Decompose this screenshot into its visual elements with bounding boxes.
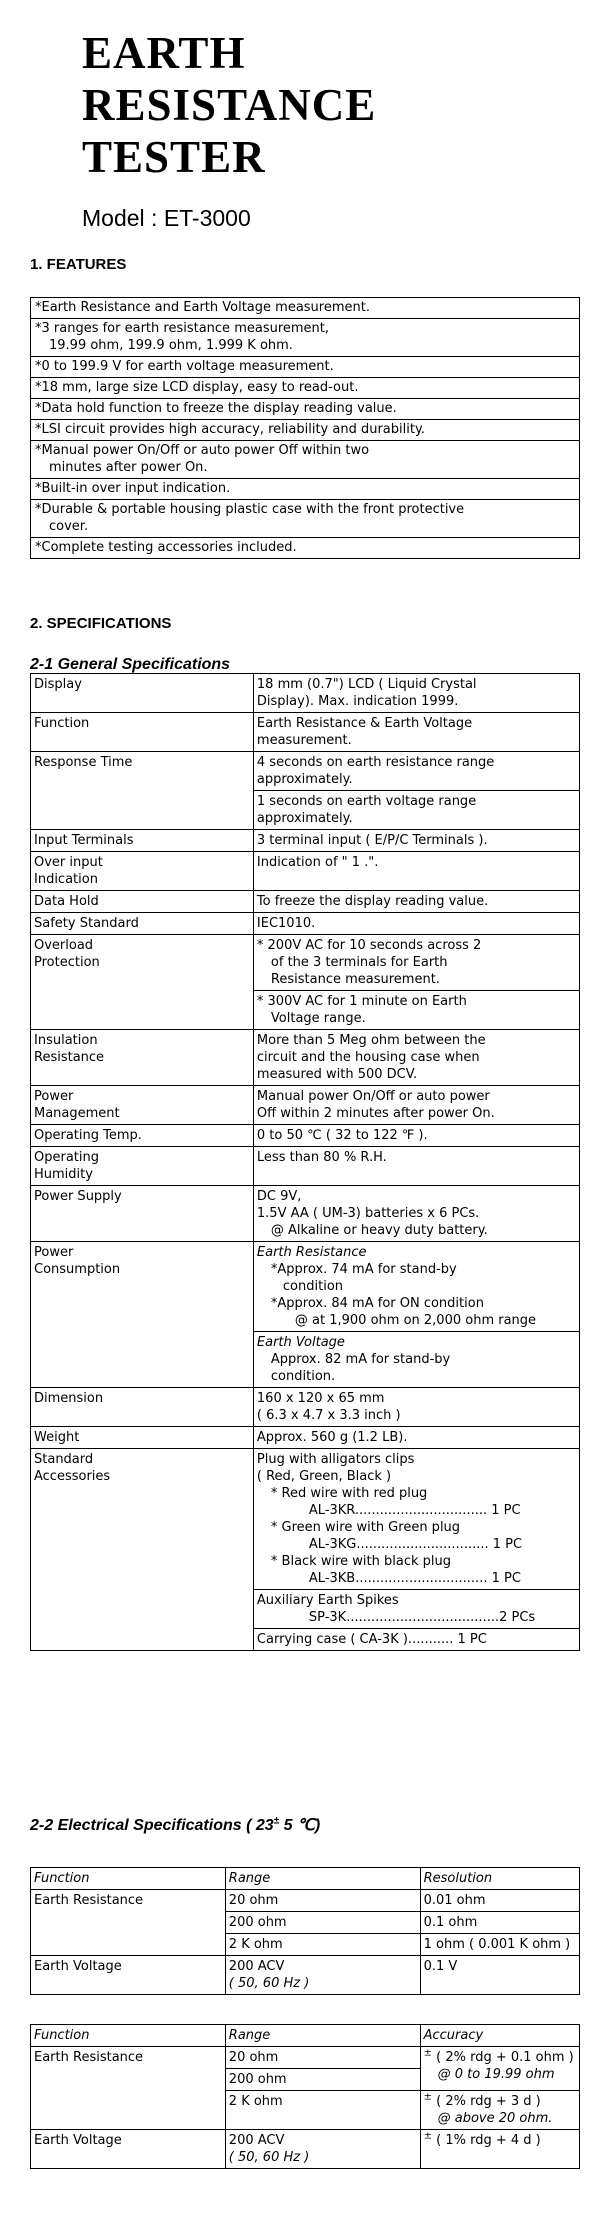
feature-item: *Earth Resistance and Earth Voltage measurement. [31, 298, 580, 319]
spec-row-accessories-3: Carrying case ( CA-3K )........... 1 PC [31, 1629, 580, 1651]
feature-item: *3 ranges for earth resistance measurement, 19.99 ohm, 199.9 ohm, 1.999 K ohm. [31, 319, 580, 357]
feature-item: *18 mm, large size LCD display, easy to read-out. [31, 378, 580, 399]
feature-item: *Durable & portable housing plastic case with the front protective cover. [31, 500, 580, 538]
spec-row-power-consumption: Power Consumption Earth Resistance *Approx. 74 mA for stand-by condition *Approx. 84 mA for ON condition @ at 1,900 ohm on 2,000 ohm range [31, 1242, 580, 1332]
spec-row-accessories-2: Auxiliary Earth Spikes SP-3K.....................................2 PCs [31, 1590, 580, 1629]
spec-row-insulation: Insulation Resistance More than 5 Meg ohm between the circuit and the housing case when measured with 500 DCV. [31, 1030, 580, 1086]
title-line-1: EARTH [82, 28, 246, 78]
spec-row-operating-humidity: Operating Humidity Less than 80 % R.H. [31, 1147, 580, 1186]
features-heading: 1. FEATURES [30, 256, 127, 273]
table-row: Earth Resistance 20 ohm ± ( 2% rdg + 0.1 ohm ) @ 0 to 19.99 ohm [31, 2047, 580, 2069]
feature-row [31, 441, 580, 479]
feature-row [31, 420, 580, 441]
feature-row [31, 357, 580, 378]
spec-row-overload-2: * 300V AC for 1 minute on Earth Voltage range. [31, 991, 580, 1030]
resolution-table [30, 1867, 580, 1995]
spec-row-dimension: Dimension 160 x 120 x 65 mm ( 6.3 x 4.7 x 3.3 inch ) [31, 1388, 580, 1427]
table-row: Earth Voltage 200 ACV ( 50, 60 Hz ) ± ( 1% rdg + 4 d ) [31, 2130, 580, 2169]
spec-row-safety: Safety Standard IEC1010. [31, 913, 580, 935]
spec-row-input-terminals: Input Terminals 3 terminal input ( E/P/C Terminals ). [31, 830, 580, 852]
spec-row-data-hold: Data Hold To freeze the display reading value. [31, 891, 580, 913]
feature-row [31, 538, 580, 559]
feature-item: *LSI circuit provides high accuracy, reliability and durability. [31, 420, 580, 441]
feature-item: *Complete testing accessories included. [31, 538, 580, 559]
model-number: Model : ET-3000 [82, 205, 251, 231]
table-row: 200 ohm 0.1 ohm [31, 1912, 580, 1934]
spec-row-overload: Overload Protection * 200V AC for 10 seconds across 2 of the 3 terminals for Earth Resistance measurement. [31, 935, 580, 991]
general-spec-table [30, 673, 580, 1651]
spec-row-response: Response Time 4 seconds on earth resistance range approximately. [31, 752, 580, 791]
spec-row-power-management: Power Management Manual power On/Off or auto power Off within 2 minutes after power On. [31, 1086, 580, 1125]
feature-row [31, 298, 580, 319]
accuracy-table [30, 2024, 580, 2169]
feature-item: *0 to 199.9 V for earth voltage measurement. [31, 357, 580, 378]
spec-row-response-2: 1 seconds on earth voltage range approximately. [31, 791, 580, 830]
spec-row-power-supply: Power Supply DC 9V, 1.5V AA ( UM-3) batteries x 6 PCs. @ Alkaline or heavy duty battery. [31, 1186, 580, 1242]
feature-row [31, 319, 580, 357]
feature-item: *Built-in over input indication. [31, 479, 580, 500]
title-line-2: RESISTANCE [82, 80, 377, 130]
table-header-row: Function Range Resolution [31, 1868, 580, 1890]
electrical-spec-heading: 2-2 Electrical Specifications ( 23± 5 ℃) [30, 1815, 321, 1834]
title-line-3: TESTER [82, 132, 266, 182]
spec-row-accessories: Standard Accessories Plug with alligators clips ( Red, Green, Black ) * Red wire with red plug AL-3KR................................ 1 PC * Green wire with Green plug AL-3KG................................ 1 PC * Black wire with black plug AL-3KB................................ 1 PC [31, 1449, 580, 1590]
feature-item: *Data hold function to freeze the display reading value. [31, 399, 580, 420]
spec-row-over-input: Over input Indication Indication of " 1 .". [31, 852, 580, 891]
feature-row [31, 500, 580, 538]
feature-row [31, 479, 580, 500]
feature-item: *Manual power On/Off or auto power Off within two minutes after power On. [31, 441, 580, 479]
specifications-heading: 2. SPECIFICATIONS [30, 615, 172, 632]
table-row: 2 K ohm 1 ohm ( 0.001 K ohm ) [31, 1934, 580, 1956]
spec-row-weight: Weight Approx. 560 g (1.2 LB). [31, 1427, 580, 1449]
spec-row-operating-temp: Operating Temp. 0 to 50 ℃ ( 32 to 122 ℉ ). [31, 1125, 580, 1147]
table-row: Earth Voltage 200 ACV ( 50, 60 Hz ) 0.1 V [31, 1956, 580, 1995]
table-row: 2 K ohm ± ( 2% rdg + 3 d ) @ above 20 ohm. [31, 2091, 580, 2130]
table-row: 200 ohm [31, 2069, 580, 2091]
general-spec-heading: 2-1 General Specifications [30, 656, 231, 673]
table-header-row: Function Range Accuracy [31, 2025, 580, 2047]
spec-row-power-consumption-2: Earth Voltage Approx. 82 mA for stand-by condition. [31, 1332, 580, 1388]
spec-row-display: Display 18 mm (0.7") LCD ( Liquid Crystal Display). Max. indication 1999. [31, 674, 580, 713]
features-table [30, 297, 580, 559]
table-row: Earth Resistance 20 ohm 0.01 ohm [31, 1890, 580, 1912]
feature-row [31, 378, 580, 399]
spec-row-function: Function Earth Resistance & Earth Voltage measurement. [31, 713, 580, 752]
feature-row [31, 399, 580, 420]
